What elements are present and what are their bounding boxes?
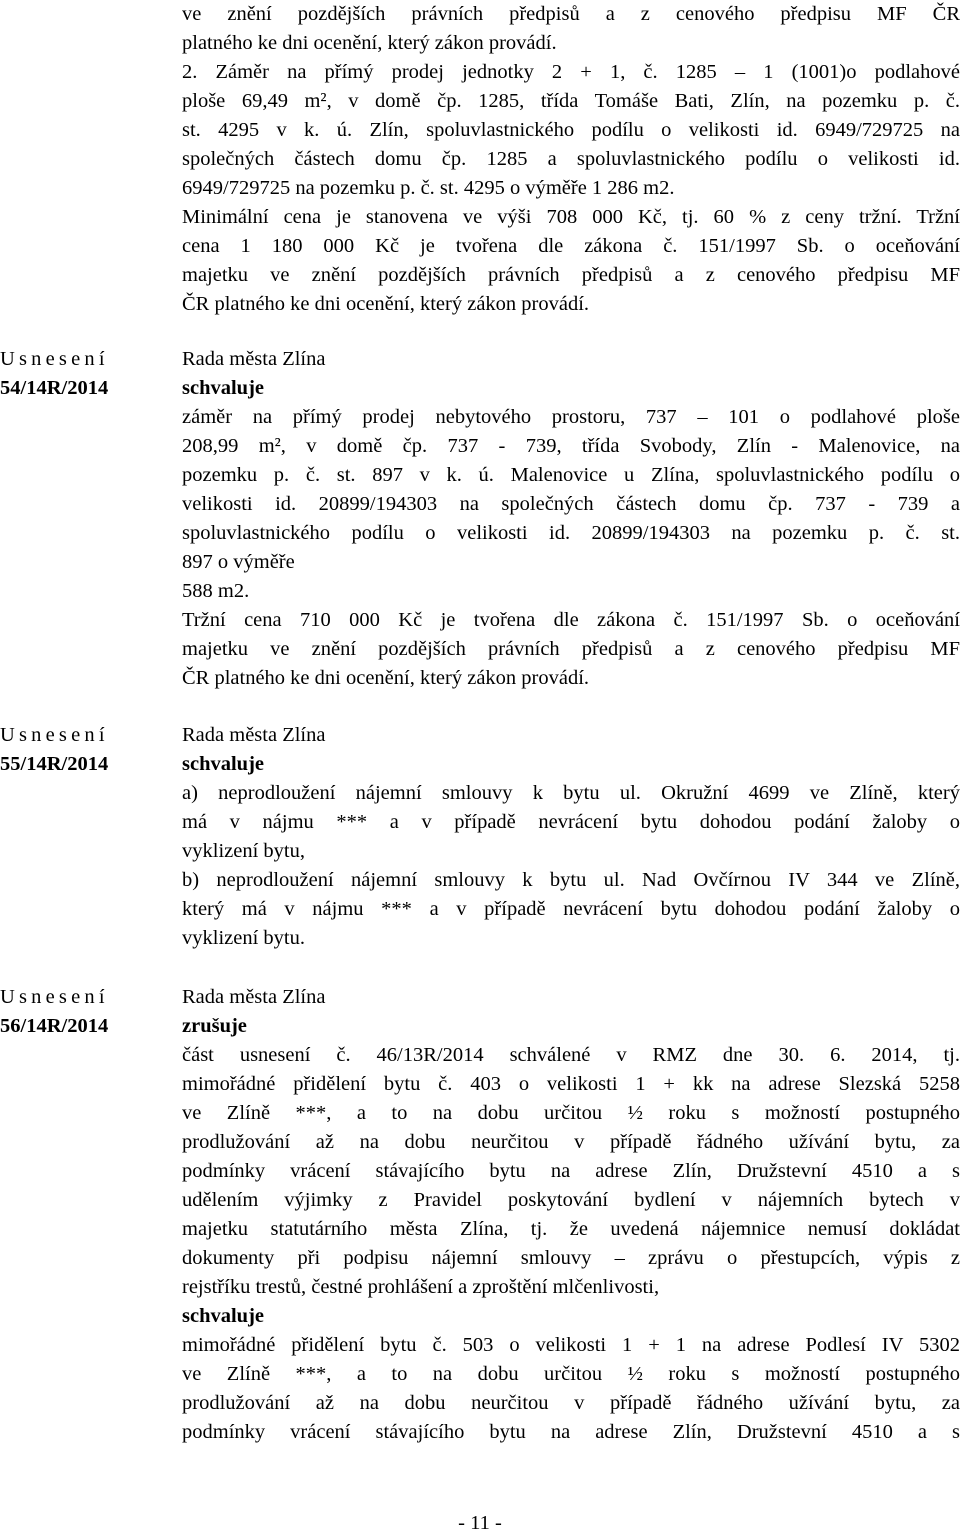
paragraph-line: prodlužování až na dobu neurčitou v případě řádného užívání bytu, za [182,1392,960,1414]
paragraph-line: b) neprodloužení nájemní smlouvy k bytu ul. Nad Ovčírnou IV 344 ve Zlíně, [182,869,960,891]
paragraph-line: rejstříku trestů, čestné prohlášení a zproštění mlčenlivosti, [182,1276,660,1298]
paragraph-line: podmínky vrácení stávajícího bytu na adrese Zlín, Družstevní 4510 a s [182,1160,960,1182]
paragraph-line: 208,99 m², v domě čp. 737 - 739, třída Svobody, Zlín - Malenovice, na [182,435,960,457]
paragraph-line: ploše 69,49 m², v domě čp. 1285, třída Tomáše Bati, Zlín, na pozemku p. č. [182,90,960,112]
paragraph-line: ve Zlíně ***, a to na dobu určitou ½ roku s možností postupného [182,1102,960,1124]
council-name: Rada města Zlína [182,724,326,746]
paragraph-line: ČR platného ke dni ocenění, který zákon provádí. [182,667,590,689]
resolution-heading [0,983,168,1041]
paragraph-line: který má v nájmu *** a v případě nevrácení bytu dohodou podání žaloby o [182,898,960,920]
paragraph-line: mimořádné přidělení bytu č. 503 o velikosti 1 + 1 na adrese Podlesí IV 5302 [182,1334,960,1356]
council-name: Rada města Zlína [182,348,326,370]
resolution-number: 56/14R/2014 [0,1015,109,1037]
paragraph-line: podmínky vrácení stávajícího bytu na adrese Zlín, Družstevní 4510 a s [182,1421,960,1443]
paragraph-line: ve znění pozdějších právních předpisů a z cenového předpisu MF ČR [182,3,960,25]
paragraph-line: prodlužování až na dobu neurčitou v případě řádného užívání bytu, za [182,1131,960,1153]
resolution-heading [0,345,168,403]
resolution-action: schvaluje [182,377,264,399]
resolution-action: schvaluje [182,1305,264,1327]
paragraph-line: cena 1 180 000 Kč je tvořena dle zákona č. 151/1997 Sb. o oceňování [182,235,960,257]
paragraph-line: společných částech domu čp. 1285 a spoluvlastnického podílu o velikosti id. [182,148,960,170]
resolution-action: zrušuje [182,1015,247,1037]
resolution-label: Usnesení [0,724,109,746]
resolution-body [182,345,960,693]
paragraph-line: st. 4295 v k. ú. Zlín, spoluvlastnického podílu o velikosti id. 6949/729725 na [182,119,960,141]
paragraph-line: mimořádné přidělení bytu č. 403 o velikosti 1 + kk na adrese Slezská 5258 [182,1073,960,1095]
resolution-body [182,721,960,953]
resolution-heading [0,721,168,779]
paragraph-line: majetku ve znění pozdějších právních předpisů a z cenového předpisu MF [182,638,960,660]
paragraph-line: a) neprodloužení nájemní smlouvy k bytu ul. Okružní 4699 ve Zlíně, který [182,782,960,804]
paragraph-line: část usnesení č. 46/13R/2014 schválené v RMZ dne 30. 6. 2014, tj. [182,1044,960,1066]
paragraph-line: má v nájmu *** a v případě nevrácení bytu dohodou podání žaloby o [182,811,960,833]
resolution-number: 54/14R/2014 [0,377,109,399]
paragraph-line: 588 m2. [182,580,250,602]
paragraph-line: vyklizení bytu. [182,927,305,949]
paragraph-line: ve Zlíně ***, a to na dobu určitou ½ roku s možností postupného [182,1363,960,1385]
paragraph-line: majetku ve znění pozdějších právních předpisů a z cenového předpisu MF [182,264,960,286]
paragraph-line: 6949/729725 na pozemku p. č. st. 4295 o výměře 1 286 m2. [182,177,675,199]
resolution-action: schvaluje [182,753,264,775]
top-text-block [182,0,960,319]
paragraph-line: dokumenty při podpisu nájemní smlouvy – zprávu o přestupcích, výpis z [182,1247,960,1269]
resolution-label: Usnesení [0,986,109,1008]
paragraph-line: Minimální cena je stanovena ve výši 708 000 Kč, tj. 60 % z ceny tržní. Tržní [182,206,960,228]
resolution-label: Usnesení [0,348,109,370]
paragraph-line: 897 o výměře [182,551,295,573]
paragraph-line: 2. Záměr na přímý prodej jednotky 2 + 1, č. 1285 – 1 (1001)o podlahové [182,61,960,83]
paragraph-line: udělením výjimky z Pravidel poskytování bydlení v nájemních bytech v [182,1189,960,1211]
paragraph-line: spoluvlastnického podílu o velikosti id. 20899/194303 na pozemku p. č. st. [182,522,960,544]
page-number: - 11 - [458,1512,502,1534]
resolution-body [182,983,960,1447]
paragraph-line: Tržní cena 710 000 Kč je tvořena dle zákona č. 151/1997 Sb. o oceňování [182,609,960,631]
council-name: Rada města Zlína [182,986,326,1008]
paragraph-line: platného ke dni ocenění, který zákon provádí. [182,32,557,54]
paragraph-line: majetku statutárního města Zlína, tj. že uvedená nájemnice nemusí dokládat [182,1218,960,1240]
paragraph-line: záměr na přímý prodej nebytového prostoru, 737 – 101 o podlahové ploše [182,406,960,428]
paragraph-line: velikosti id. 20899/194303 na společných částech domu čp. 737 - 739 a [182,493,960,515]
paragraph-line: vyklizení bytu, [182,840,305,862]
resolution-number: 55/14R/2014 [0,753,109,775]
paragraph-line: pozemku p. č. st. 897 v k. ú. Malenovice u Zlína, spoluvlastnického podílu o [182,464,960,486]
paragraph-line: ČR platného ke dni ocenění, který zákon provádí. [182,293,590,315]
